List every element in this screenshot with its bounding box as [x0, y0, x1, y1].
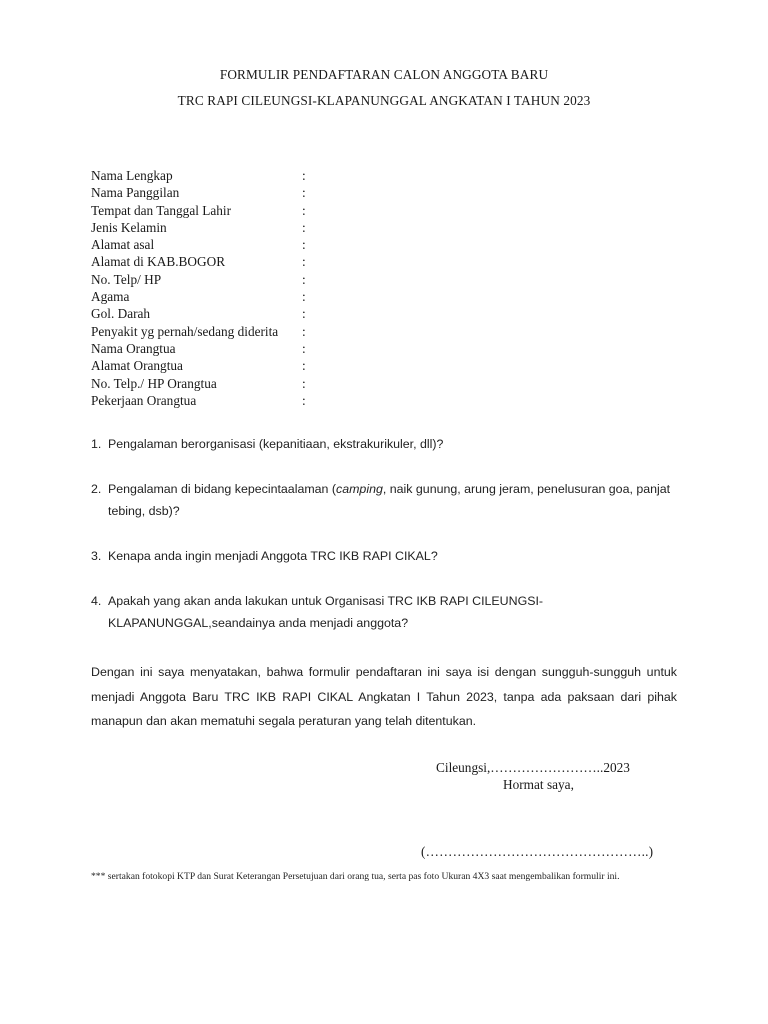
field-label: Penyakit yg pernah/sedang diderita [91, 323, 279, 339]
question-number: 3. [91, 549, 102, 563]
field-label: Agama [91, 289, 130, 305]
question-2 [91, 478, 691, 522]
question-text: Kenapa anda ingin menjadi Anggota TRC IKB RAPI CIKAL? [108, 549, 438, 563]
signature-blank: (…………………………………………..) [421, 844, 654, 859]
question-1 [91, 433, 691, 455]
field-penyakit [91, 323, 351, 340]
field-label: Gol. Darah [91, 306, 151, 322]
field-alamat-asal [91, 236, 351, 253]
question-text-end: , naik gunung, arung jeram, penelusuran goa, panjat tebing, dsb)? [108, 482, 671, 518]
field-agama [91, 288, 351, 305]
personal-data-fields [91, 167, 351, 409]
field-label: Alamat di KAB.BOGOR [91, 254, 226, 270]
question-number: 2. [91, 482, 102, 496]
field-jenis-kelamin [91, 219, 351, 236]
field-separator: : [302, 202, 306, 218]
declaration-paragraph: Dengan ini saya menyatakan, bahwa formulir pendaftaran ini saya isi dengan sungguh-sungguh untuk menjadi Anggota Baru TRC IKB RAPI CIKAL Angkatan I Tahun 2023, tanpa ada paksaan dari pihak manapun dan akan mematuhi segala peraturan yang telah ditentukan. [91, 665, 677, 728]
field-label: Jenis Kelamin [91, 219, 167, 235]
question-text: Pengalaman berorganisasi (kepanitiaan, ekstrakurikuler, dll)? [108, 437, 444, 451]
question-text-start: Pengalaman di bidang kepecintaalaman ( [108, 482, 337, 496]
field-label: Nama Orangtua [91, 340, 176, 356]
field-separator: : [302, 237, 306, 253]
question-text-italic: camping [336, 482, 383, 496]
field-separator: : [302, 392, 306, 408]
field-nama-panggilan [91, 184, 351, 201]
field-telp-orangtua [91, 375, 351, 392]
field-tempat-tanggal-lahir [91, 202, 351, 219]
question-list [91, 433, 691, 634]
place-date: Cileungsi,……………………..2023 [436, 760, 630, 775]
closing-regards: Hormat saya, [503, 777, 574, 792]
field-separator: : [302, 323, 306, 339]
field-label: Nama Lengkap [91, 168, 173, 183]
field-label: Nama Panggilan [91, 185, 180, 201]
field-label: No. Telp./ HP Orangtua [91, 375, 217, 391]
question-number: 4. [91, 594, 102, 608]
field-pekerjaan-orangtua [91, 392, 351, 409]
field-separator: : [302, 289, 306, 305]
field-separator: : [302, 306, 306, 322]
question-text: Apakah yang akan anda lakukan untuk Organisasi TRC IKB RAPI CILEUNGSI-KLAPANUNGGAL,seandainya anda menjadi anggota? [108, 594, 544, 630]
field-separator: : [302, 254, 306, 270]
field-separator: : [302, 219, 306, 235]
field-label: Alamat asal [91, 237, 155, 253]
form-subtitle: TRC RAPI CILEUNGSI-KLAPANUNGGAL ANGKATAN I TAHUN 2023 [177, 93, 591, 108]
field-separator: : [302, 185, 306, 201]
field-separator: : [302, 358, 306, 374]
question-4 [91, 590, 691, 634]
field-label: Tempat dan Tanggal Lahir [91, 202, 232, 218]
field-alamat-orangtua [91, 357, 351, 374]
field-separator: : [302, 375, 306, 391]
form-title: FORMULIR PENDAFTARAN CALON ANGGOTA BARU [219, 67, 549, 82]
field-gol-darah [91, 305, 351, 322]
field-separator: : [302, 271, 306, 287]
field-label: Pekerjaan Orangtua [91, 392, 197, 408]
question-3 [91, 545, 691, 567]
field-alamat-bogor [91, 253, 351, 270]
footnote: *** sertakan fotokopi KTP dan Surat Keterangan Persetujuan dari orang tua, serta pas foto Ukuran 4X3 saat mengembalikan formulir ini. [91, 871, 620, 882]
field-label: No. Telp/ HP [91, 271, 162, 287]
field-label: Alamat Orangtua [91, 358, 183, 374]
field-nama-lengkap [91, 167, 351, 184]
field-separator: : [302, 168, 306, 183]
field-separator: : [302, 340, 306, 356]
field-nama-orangtua [91, 340, 351, 357]
field-no-telp [91, 271, 351, 288]
question-number: 1. [91, 437, 102, 451]
